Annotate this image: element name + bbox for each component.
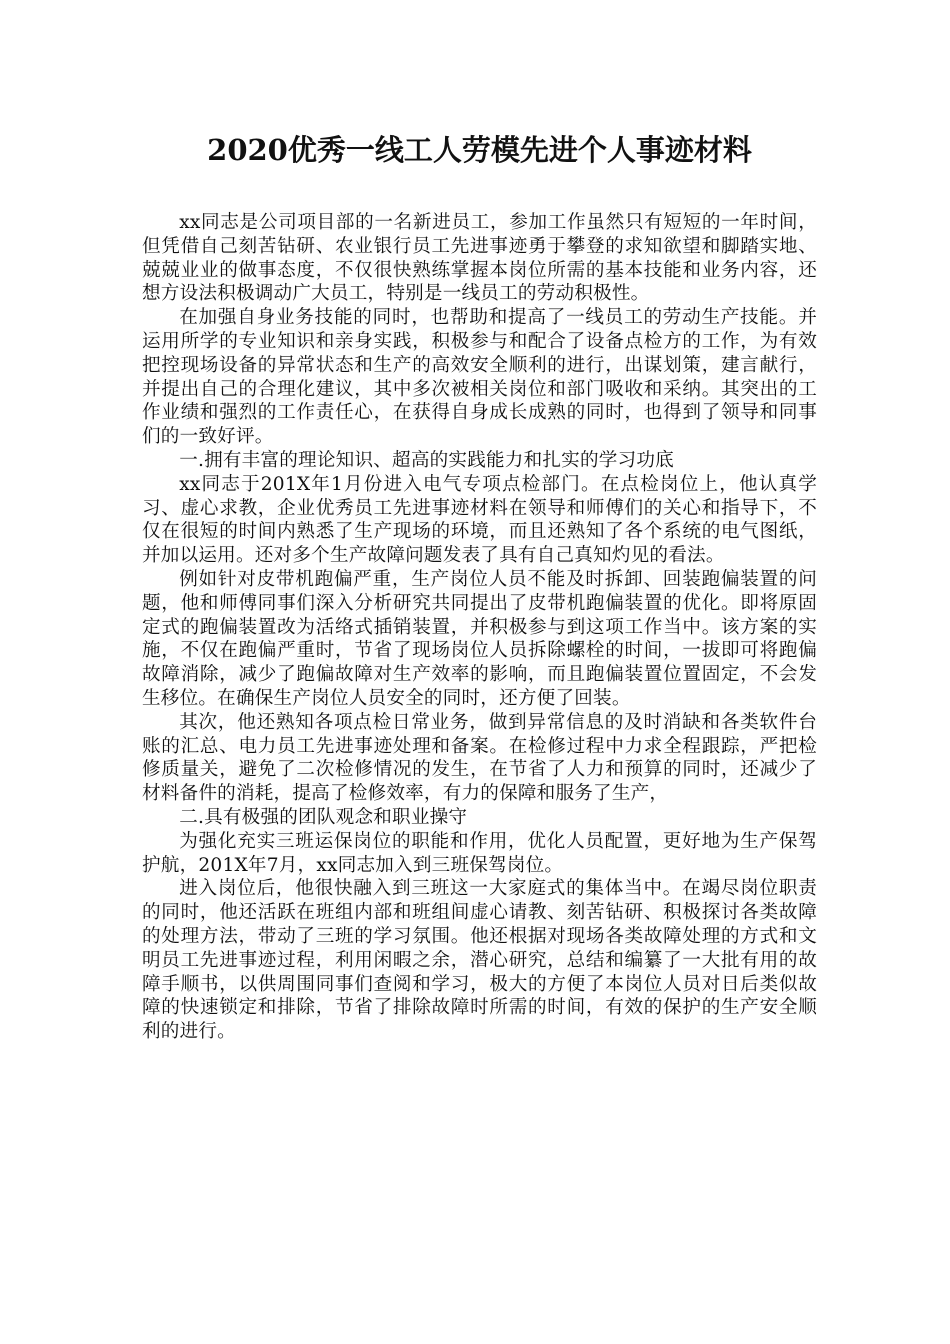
paragraph-6: 为强化充实三班运保岗位的职能和作用，优化人员配置，更好地为生产保驾护航，201X年7月，xx同志加入到三班保驾岗位。	[142, 830, 817, 876]
paragraph-1: xx同志是公司项目部的一名新进员工，参加工作虽然只有短短的一年时间，但凭借自己刻苦钻研、农业银行员工先进事迹勇于攀登的求知欲望和脚踏实地、兢兢业业的做事态度，不仅很快熟练掌握本岗位所需的基本技能和业务内容，还想方设法积极调动广大员工，特别是一线员工的劳动积极性。	[142, 212, 817, 305]
paragraph-7: 进入岗位后，他很快融入到三班这一大家庭式的集体当中。在竭尽岗位职责的同时，他还活跃在班组内部和班组间虚心请教、刻苦钻研、积极探讨各类故障的处理方法，带动了三班的学习氛围。他还根据对现场各类故障处理的方式和文明员工先进事迹过程，利用闲暇之余，潜心研究，总结和编纂了一大批有用的故障手顺书，以供周围同事们查阅和学习，极大的方便了本岗位人员对日后类似故障的快速锁定和排除，节省了排除故障时所需的时间，有效的保护的生产安全顺利的进行。	[142, 878, 817, 1043]
document-body	[142, 211, 817, 1044]
paragraph-5: 其次，他还熟知各项点检日常业务，做到异常信息的及时消缺和各类软件台账的汇总、电力员工先进事迹处理和备案。在检修过程中力求全程跟踪，严把检修质量关，避免了二次检修情况的发生，在节省了人力和预算的同时，还减少了材料备件的消耗，提高了检修效率，有力的保障和服务了生产，	[142, 711, 817, 805]
section-heading-1: 一.拥有丰富的理论知识、超高的实践能力和扎实的学习功底	[179, 449, 674, 471]
paragraph-2: 在加强自身业务技能的同时，也帮助和提高了一线员工的劳动生产技能。并运用所学的专业知识和亲身实践，积极参与和配合了设备点检方的工作，为有效把控现场设备的异常状态和生产的高效安全顺利的进行，出谋划策，建言献行，并提出自己的合理化建议，其中多次被相关岗位和部门吸收和采纳。其突出的工作业绩和强烈的工作责任心，在获得自身成长成熟的同时，也得到了领导和同事们的一致好评。	[142, 307, 817, 448]
paragraph-3: xx同志于201X年1月份进入电气专项点检部门。在点检岗位上，他认真学习、虚心求教，企业优秀员工先进事迹材料在领导和师傅们的关心和指导下，不仅在很短的时间内熟悉了生产现场的环境，而且还熟知了各个系统的电气图纸，并加以运用。还对多个生产故障问题发表了具有自己真知灼见的看法。	[142, 473, 817, 567]
paragraph-4: 例如针对皮带机跑偏严重，生产岗位人员不能及时拆卸、回装跑偏装置的问题，他和师傅同事们深入分析研究共同提出了皮带机跑偏装置的优化。即将原固定式的跑偏装置改为活络式插销装置，并积极参与到这项工作当中。该方案的实施，不仅在跑偏严重时，节省了现场岗位人员拆除螺栓的时间，一拔即可将跑偏故障消除，减少了跑偏故障对生产效率的影响，而且跑偏装置位置固定，不会发生移位。在确保生产岗位人员安全的同时，还方便了回装。	[142, 568, 817, 709]
document-title: 2020优秀一线工人劳模先进个人事迹材料	[207, 133, 752, 167]
section-heading-2: 二.具有极强的团队观念和职业操守	[179, 806, 468, 828]
